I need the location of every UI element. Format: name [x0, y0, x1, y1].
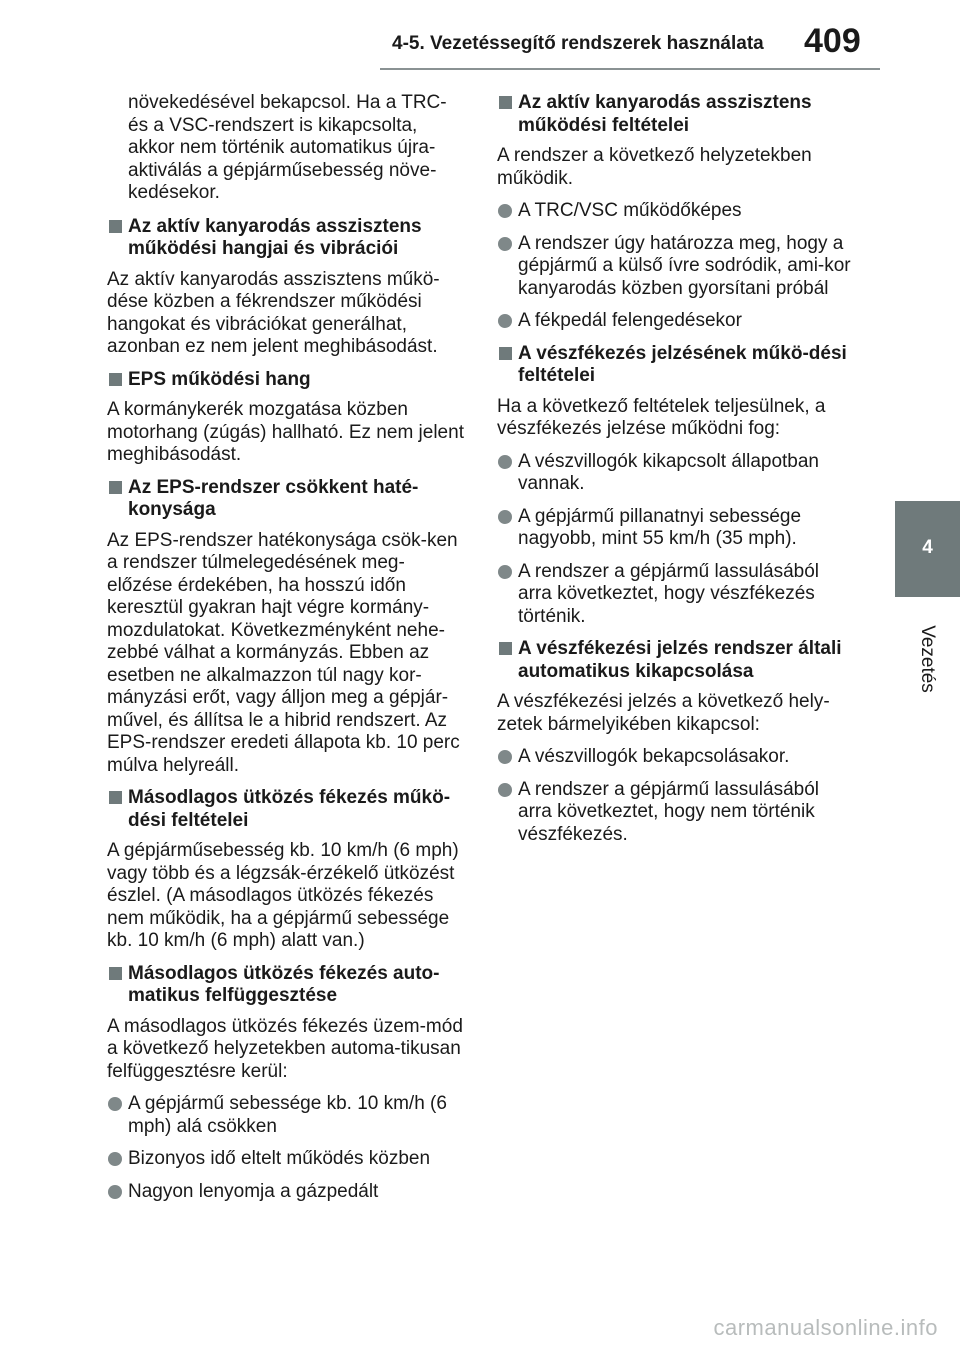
chapter-tab — [895, 501, 960, 597]
square-bullet-icon — [109, 967, 122, 980]
list-item: A gépjármű sebessége kb. 10 km/h (6 mph) alá csökken — [107, 1093, 467, 1138]
section-body: A másodlagos ütközés fékezés üzem-mód a következő helyzetekben automa-tikusan felfüggesztésre kerül: — [107, 1015, 463, 1082]
section-body: A gépjárműsebesség kb. 10 km/h (6 mph) vagy több és a légzsák-érzékelő ütközést észlel. (A másodlagos ütközés fékezés nem működik, ha a gépjármű sebessége kb. 10 km/h (6 mph) alatt van.) — [107, 840, 459, 951]
section-heading: Az aktív kanyarodás asszisztens működési hangjai és vibrációi — [107, 216, 467, 261]
list-item: Nagyon lenyomja a gázpedált — [107, 1181, 467, 1204]
square-bullet-icon — [109, 481, 122, 494]
circle-bullet-icon — [498, 783, 512, 797]
section-heading: EPS működési hang — [107, 369, 467, 392]
circle-bullet-icon — [498, 237, 512, 251]
circle-bullet-icon — [498, 455, 512, 469]
circle-bullet-icon — [498, 204, 512, 218]
circle-bullet-icon — [498, 314, 512, 328]
circle-bullet-icon — [108, 1097, 122, 1111]
list-item: Bizonyos idő eltelt működés közben — [107, 1148, 467, 1171]
section-body: A kormánykerék mozgatása közben motorhang (zúgás) hallható. Ez nem jelent meghibásodást. — [107, 399, 464, 465]
square-bullet-icon — [109, 220, 122, 233]
list-item: A fékpedál felengedésekor — [497, 310, 857, 333]
section-body: Az aktív kanyarodás asszisztens műkö-dése közben a fékrendszer működési hangokat és vibrációkat generálhat, azonban ez nem jelent meghibásodást. — [107, 268, 440, 357]
circle-bullet-icon — [108, 1185, 122, 1199]
chapter-label: Vezetés — [917, 625, 938, 693]
circle-bullet-icon — [108, 1152, 122, 1166]
section-body: A vészfékezési jelzés a következő hely-zetek bármelyikében kikapcsol: — [497, 691, 830, 735]
section-body: A rendszer a következő helyzetekben működik. — [497, 145, 812, 189]
watermark-text: carmanualsonline.info — [713, 1315, 938, 1340]
list-item: A rendszer úgy határozza meg, hogy a gépjármű a külső ívre sodródik, ami-kor kanyarodás közben gyorsítani próbál — [497, 233, 857, 301]
section-heading: Az aktív kanyarodás asszisztens működési feltételei — [497, 92, 857, 137]
section-title: 4-5. Vezetéssegítő rendszerek használata — [392, 33, 764, 54]
list-item: A vészvillogók kikapcsolt állapotban vannak. — [497, 451, 857, 496]
left-column — [107, 92, 467, 1213]
list-item: A rendszer a gépjármű lassulásából arra következtet, hogy vészfékezés történik. — [497, 561, 857, 629]
section-body: Ha a következő feltételek teljesülnek, a vészfékezés jelzése működni fog: — [497, 395, 826, 439]
list-item: A vészvillogók bekapcsolásakor. — [497, 746, 857, 769]
square-bullet-icon — [499, 642, 512, 655]
circle-bullet-icon — [498, 510, 512, 524]
section-heading: A vészfékezés jelzésének műkö-dési feltételei — [497, 343, 857, 388]
section-heading: Másodlagos ütközés fékezés műkö-dési feltételei — [107, 787, 467, 832]
section-heading: Az EPS-rendszer csökkent haté-konysága — [107, 477, 467, 522]
square-bullet-icon — [499, 96, 512, 109]
square-bullet-icon — [109, 373, 122, 386]
right-column — [497, 92, 857, 856]
page-number: 409 — [804, 22, 861, 60]
chapter-number: 4 — [922, 537, 933, 558]
square-bullet-icon — [109, 791, 122, 804]
circle-bullet-icon — [498, 565, 512, 579]
square-bullet-icon — [499, 347, 512, 360]
list-item: A gépjármű pillanatnyi sebessége nagyobb, mint 55 km/h (35 mph). — [497, 506, 857, 551]
list-item: A TRC/VSC működőképes — [497, 200, 857, 223]
section-heading: A vészfékezési jelzés rendszer általi automatikus kikapcsolása — [497, 638, 857, 683]
circle-bullet-icon — [498, 750, 512, 764]
list-item: A rendszer a gépjármű lassulásából arra következtet, hogy nem történik vészfékezés. — [497, 779, 857, 847]
intro-paragraph: növekedésével bekapcsol. Ha a TRC- és a VSC-rendszert is kikapcsolta, akkor nem történik automatikus újra-aktiválás a gépjárműsebesség növe-kedésekor. — [128, 92, 447, 203]
section-body: Az EPS-rendszer hatékonysága csök-ken a rendszer túlmelegedésének meg-előzése érdekében, ha hosszú időn keresztül gyakran hajt végre kormány-mozdulatokat. Következményként nehe-zebbé válhat a kormányzás. Ebben az esetben ne alkalmazzon túl nagy kor-mányzási erőt, vagy álljon meg a gépjár-művel, és állítsa le a hibrid rendszert. Az EPS-rendszer eredeti állapota kb. 10 perc múlva helyreáll. — [107, 529, 460, 776]
section-heading: Másodlagos ütközés fékezés auto-matikus felfüggesztése — [107, 963, 467, 1008]
